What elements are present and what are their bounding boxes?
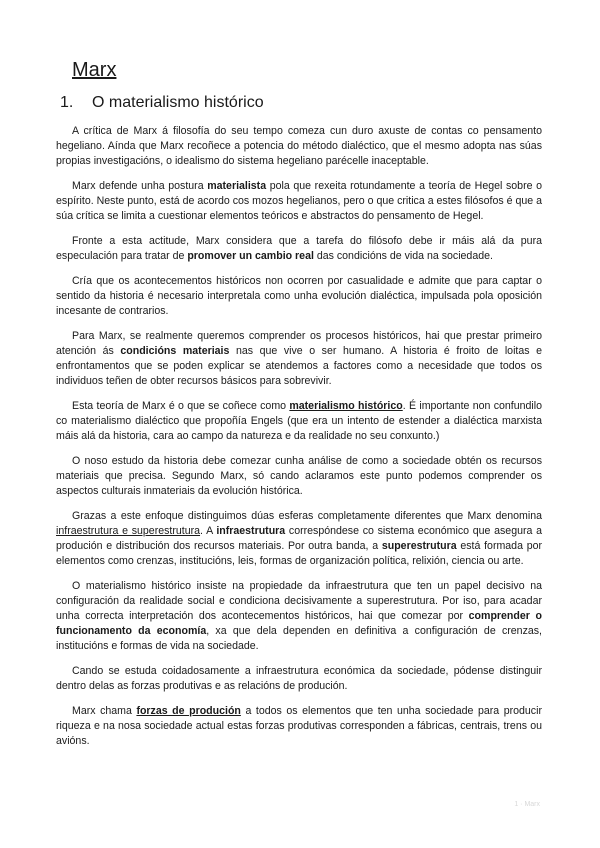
text-run: pola que rexeita rotundamente a teoría de Hegel sobre o espírito. Neste punto, está de acordo cos mozos hegelianos, pero o que critica a estes filósofos é que a súa crítica se limita a cuestionar elementos teóricos e abstractos do pensamento de Hegel. [56,180,542,222]
emphasis-term: superestrutura [381,540,457,552]
page-footer-watermark: 1 · Marx [514,801,540,808]
text-run: A crítica de Marx á filosofía do seu tempo comeza cun duro axuste de contas co pensamento hegeliano. Aínda que Marx recoñece a potencia do método dialéctico, que el mesmo adopta nas súas propias investigacións, o idealismo do sistema hegeliano parécelle inaceptable. [56,125,542,167]
text-run: Esta teoría de Marx é o que se coñece como [72,400,290,412]
underlined-term: infraestrutura e superestrutura [56,525,201,537]
section-number: 1. [60,94,74,111]
paragraph [56,664,542,694]
paragraph [56,579,542,654]
emphasis-term: materialista [207,180,267,192]
section-heading [60,92,542,114]
text-run: Fronte a esta actitude, Marx considera que a tarefa do filósofo debe ir máis alá da pura especulación para tratar de [56,235,542,262]
text-run: Cría que os acontecementos históricos non ocorren por casualidade e admite que para captar o sentido da historia é necesario interpretala como unha evolución dialéctica, impulsada pola oposición incesante de contrarios. [56,275,542,317]
text-run: a todos os elementos que ten unha sociedade para producir riqueza e na nosa sociedade actual estas forzas produtivas corresponden a fábricas, centrais, trens ou avións. [56,705,542,747]
text-run: correspóndese co sistema económico que asegura a produción e distribución dos recursos materiais. Por outra banda, a [56,525,543,552]
paragraph [56,234,542,264]
emphasis-term: infraestrutura [216,525,286,537]
paragraph [56,124,542,169]
text-run: O noso estudo da historia debe comezar cunha análise de como a sociedade obtén os recursos materiais que precisa. Segundo Marx, só cando aclaramos este punto podemos comprender os aspectos culturais inmateriais da evolución histórica. [56,455,542,497]
document-title: Marx [72,59,117,81]
paragraph [56,454,542,499]
text-run: . É importante non confundilo co materialismo dialéctico que propoñía Engels (que era un intento de estender a dialéctica marxista máis alá da historia, cara ao campo da natureza e da realidade no seu conxunto.) [56,400,542,442]
body-text [56,124,542,749]
text-run: O materialismo histórico insiste na propiedade da infraestrutura que ten un papel decisivo na configuración da realidade social e condiciona decisivamente a superestrutura. Por iso, para acadar unha correcta interpretación dos acontecementos históricos, hai que comezar por [56,580,542,622]
paragraph [56,704,542,749]
emphasis-term: forzas de produción [136,705,241,717]
text-run: Grazas a este enfoque distinguimos dúas esferas completamente diferentes que Marx denomina [72,510,542,522]
emphasis-term: materialismo histórico [289,400,403,412]
emphasis-term: condicións materiais [120,345,230,357]
text-run: Para Marx, se realmente queremos comprender os procesos históricos, hai que prestar primeiro atención ás [56,330,542,357]
paragraph [56,329,542,389]
text-run: está formada por elementos como crenzas, institucións, leis, formas de organización política, relixión, ciencia ou arte. [56,540,543,567]
text-run: Marx defende unha postura [72,180,208,192]
text-run: . A [200,525,217,537]
document-page [56,56,542,759]
section-title: O materialismo histórico [92,94,264,111]
text-run: , xa que dela dependen en definitiva a configuración de crenzas, institucións e formas de vida na sociedade. [56,625,542,652]
text-run: das condicións de vida na sociedade. [313,250,493,262]
text-run: nas que vive o ser humano. A historia é froito de loitas e enfrontamentos que se poden explicar se atendemos a factores como a necesidade que todos os individuos teñen de obter recursos básicos para sobrevivir. [56,345,543,387]
emphasis-term: promover un cambio real [187,250,314,262]
text-run: Cando se estuda coidadosamente a infraestrutura económica da sociedade, pódense distinguir dentro delas as forzas produtivas e as relacións de produción. [56,665,542,692]
paragraph [56,399,542,444]
text-run: Marx chama [72,705,137,717]
emphasis-term: comprender o funcionamento da economía [56,610,542,637]
paragraph [56,274,542,319]
paragraph [56,509,542,569]
paragraph [56,179,542,224]
